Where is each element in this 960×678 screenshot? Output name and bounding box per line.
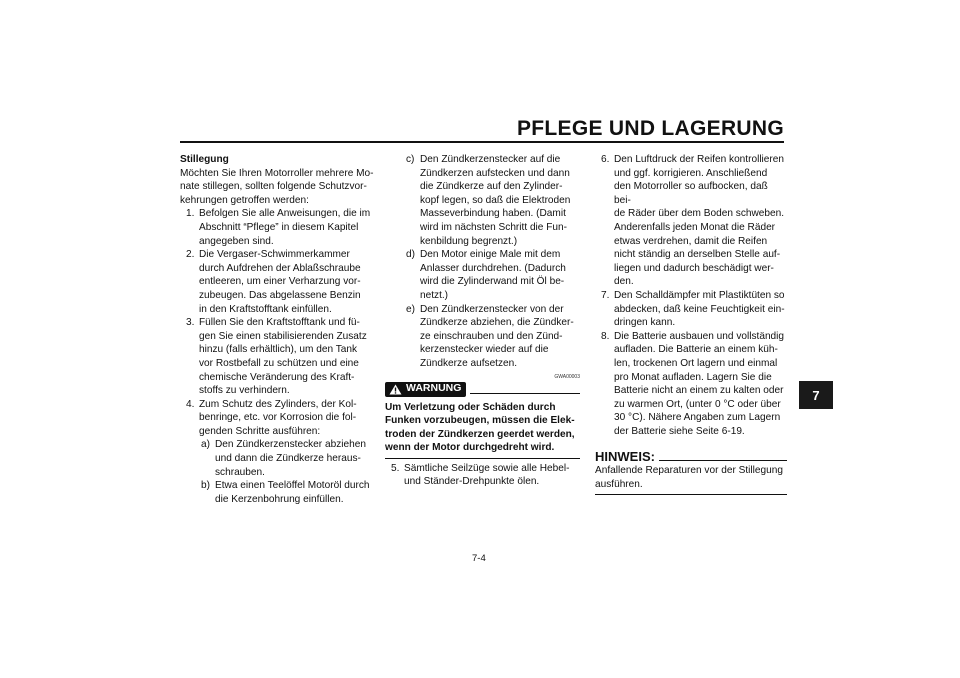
numbered-step-list [385, 462, 580, 489]
numbered-step-number: 8. [601, 330, 610, 342]
numbered-step-number: 2. [186, 249, 195, 261]
numbered-step-text: Den Schalldämpfer mit Plastiktüten so abdecken, daß keine Feuchtigkeit ein- dringen kann. [614, 289, 785, 329]
numbered-step-text: Befolgen Sie alle Anweisungen, die im Abschnitt “Pflege” in diesem Kapitel angegeben sind. [199, 208, 371, 247]
lettered-substep [385, 153, 580, 248]
lettered-substep-list [385, 153, 580, 371]
numbered-step-number: 6. [601, 154, 610, 165]
numbered-step-text: Füllen Sie den Kraftstofftank und fü- gen Sie einen stabilisierenden Zusatz hinzu (falls erhältlich), um den Tank vor Rostbefall zu schützen und eine chemische Veränderung des Kraft- stoffs zu verhindern. [199, 317, 367, 397]
lettered-substep-number: a) [201, 439, 210, 451]
column-1 [180, 153, 380, 506]
lettered-substep-number: e) [406, 303, 415, 315]
numbered-step-number: 5. [391, 462, 400, 474]
lettered-substep [385, 248, 580, 302]
hint-label: HINWEIS: [595, 449, 655, 465]
numbered-step [180, 398, 380, 439]
page-title: PFLEGE UND LAGERUNG [516, 117, 784, 140]
chapter-tab: 7 [799, 381, 833, 409]
warning-badge [385, 382, 466, 397]
lettered-substep-number: b) [201, 480, 210, 492]
lettered-substep-text: Etwa einen Teelöffel Motoröl durch die Kerzenbohrung einfüllen. [215, 480, 370, 505]
numbered-step-text: Den Luftdruck der Reifen kontrollieren und ggf. korrigieren. Anschließend den Motorroller so aufbocken, daß bei- de Räder über dem Boden schweben. Anderenfalls jeden Monat die Räder etwas verdrehen, damit die Reifen nicht ständig an derselben Stelle auf- liegen und dadurch beschädigt wer- den. [614, 154, 785, 288]
numbered-step-number: 1. [186, 208, 195, 220]
page-number: 7-4 [472, 553, 486, 564]
numbered-step-text: Sämtliche Seilzüge sowie alle Hebel- und Ständer-Drehpunkte ölen. [404, 462, 570, 488]
numbered-step [180, 248, 380, 316]
lettered-substep-number: c) [406, 154, 415, 165]
intro-paragraph: Möchten Sie Ihren Motorroller mehrere Mo- nate stillegen, sollten folgende Schutzvor- kehrungen getroffen werden: [180, 167, 374, 206]
warning-label: WARNUNG [406, 382, 462, 395]
numbered-step [595, 153, 787, 289]
hint-header [595, 450, 787, 464]
numbered-step-text: Die Batterie ausbauen und vollständig aufladen. Die Batterie an einem küh- len, trockenen Ort lagern und einmal pro Monat aufladen. Lagern Sie die Batterie nicht an einem zu kalten oder zu warmen Ort, (unter 0 °C oder über 30 °C). Nähere Angaben zum Lagern der Batterie siehe Seite 6-19. [614, 330, 785, 437]
lettered-substep [385, 303, 580, 371]
warning-header [385, 382, 580, 397]
numbered-step-text: Zum Schutz des Zylinders, der Kol- benringe, etc. vor Korrosion die fol- genden Schritte ausführen: [199, 398, 357, 437]
numbered-step [180, 316, 380, 398]
lettered-substep-text: Den Motor einige Male mit dem Anlasser durchdrehen. (Dadurch wird die Zylinderwand mit Öl be- netzt.) [420, 249, 566, 301]
numbered-step [180, 207, 380, 248]
section-heading: Stillegung [180, 154, 229, 165]
numbered-step-number: 4. [186, 398, 195, 410]
numbered-step [385, 462, 580, 489]
lettered-substep-number: d) [406, 249, 415, 261]
lettered-substep-text: Den Zündkerzenstecker abziehen und dann die Zündkerze heraus- schrauben. [215, 439, 366, 478]
numbered-step-list [595, 153, 787, 438]
header-rule [180, 141, 784, 143]
warning-code: GWA00003 [554, 373, 580, 380]
numbered-step [595, 330, 787, 439]
lettered-substep-text: Den Zündkerzenstecker von der Zündkerze abziehen, die Zündker- ze einschrauben und den Zünd- kerzenstecker wieder auf die Zündkerze aufsetzen. [420, 303, 574, 369]
warning-text: Um Verletzung oder Schäden durch Funken vorzubeugen, müssen die Elek- troden der Zündkerzen geerdet werden, wenn der Motor durchgedreht wird. [385, 401, 575, 454]
warning-end-rule [385, 458, 580, 459]
numbered-step [595, 289, 787, 330]
lettered-substep [180, 438, 380, 479]
warning-rule [470, 393, 580, 394]
lettered-substep-list [180, 438, 380, 506]
column-2 [385, 153, 580, 489]
numbered-step-number: 3. [186, 317, 195, 329]
hint-text: Anfallende Reparaturen vor der Stillegung ausführen. [595, 465, 783, 490]
numbered-step-text: Die Vergaser-Schwimmerkammer durch Aufdrehen der Ablaßschraube entleeren, um einer Verharzung vor- zubeugen. Das abgelassene Benzin in den Kraftstofftank einfüllen. [199, 249, 361, 315]
hint-rule [659, 460, 787, 461]
lettered-substep [180, 479, 380, 506]
lettered-substep-text: Den Zündkerzenstecker auf die Zündkerzen aufstecken und dann die Zündkerze auf den Zylinder- kopf legen, so daß die Elektroden Masseverbindung haben. (Damit wird im nächsten Schritt die Fun- kenbildung begrenzt.) [420, 154, 571, 247]
numbered-step-number: 7. [601, 289, 610, 301]
numbered-step-list [180, 207, 380, 438]
warning-triangle-icon [389, 384, 402, 395]
hint-end-rule [595, 494, 787, 495]
column-3 [595, 153, 787, 495]
